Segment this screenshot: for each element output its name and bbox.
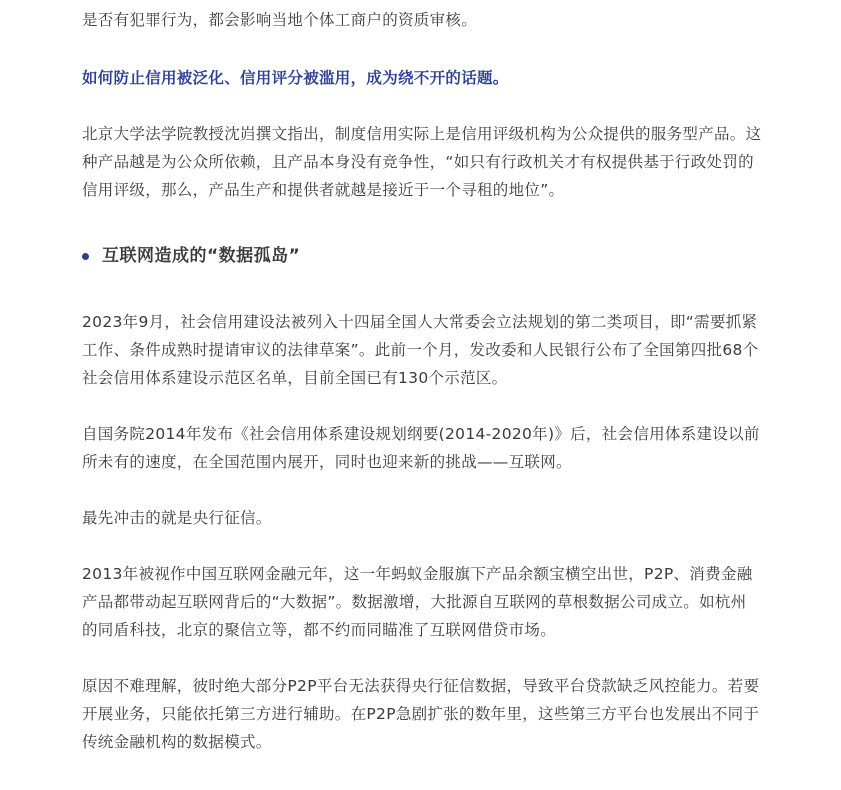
paragraph-central-bank: 最先冲击的就是央行征信。 xyxy=(82,509,272,527)
paragraph-2014: 自国务院2014年发布《社会信用体系建设规划纲要(2014-2020年)》后，社会信用体系建设以前所未有的速度，在全国范围内展开，同时也迎来新的挑战——互联网。 xyxy=(82,425,760,471)
paragraph-p2p: 原因不难理解，彼时绝大部分P2P平台无法获得央行征信数据，导致平台贷款缺乏风控能力。若要开展业务，只能依托第三方进行辅助。在P2P急剧扩张的数年里，这些第三方平台也发展出不同于传统金融机构的数据模式。 xyxy=(82,677,760,751)
section-heading-text: 互联网造成的“数据孤岛” xyxy=(102,246,301,266)
bullet-dot-icon xyxy=(82,253,89,260)
paragraph-shen-kui: 北京大学法学院教授沈岿撰文指出，制度信用实际上是信用评级机构为公众提供的服务型产品。这种产品越是为公众所依赖，且产品本身没有竞争性，“如只有行政机关才有权提供基于行政处罚的信用评级，那么，产品生产和提供者就越是接近于一个寻租的地位”。 xyxy=(82,125,762,199)
section-heading xyxy=(82,242,762,270)
paragraph-2013: 2013年被视作中国互联网金融元年，这一年蚂蚁金服旗下产品余额宝横空出世，P2P、消费金融产品都带动起互联网背后的“大数据”。数据激增，大批源自互联网的草根数据公司成立。如杭州的同盾科技，北京的聚信立等，都不约而同瞄准了互联网借贷市场。 xyxy=(82,565,753,639)
paragraph-intro-tail: 是否有犯罪行为，都会影响当地个体工商户的资质审核。 xyxy=(82,11,478,29)
highlight-sentence: 如何防止信用被泛化、信用评分被滥用，成为绕不开的话题。 xyxy=(82,69,509,87)
paragraph-2023: 2023年9月，社会信用建设法被列入十四届全国人大常委会立法规划的第二类项目，即“需要抓紧工作、条件成熟时提请审议的法律草案”。此前一个月，发改委和人民银行公布了全国第四批68个社会信用体系建设示范区名单，目前全国已有130个示范区。 xyxy=(82,313,759,387)
